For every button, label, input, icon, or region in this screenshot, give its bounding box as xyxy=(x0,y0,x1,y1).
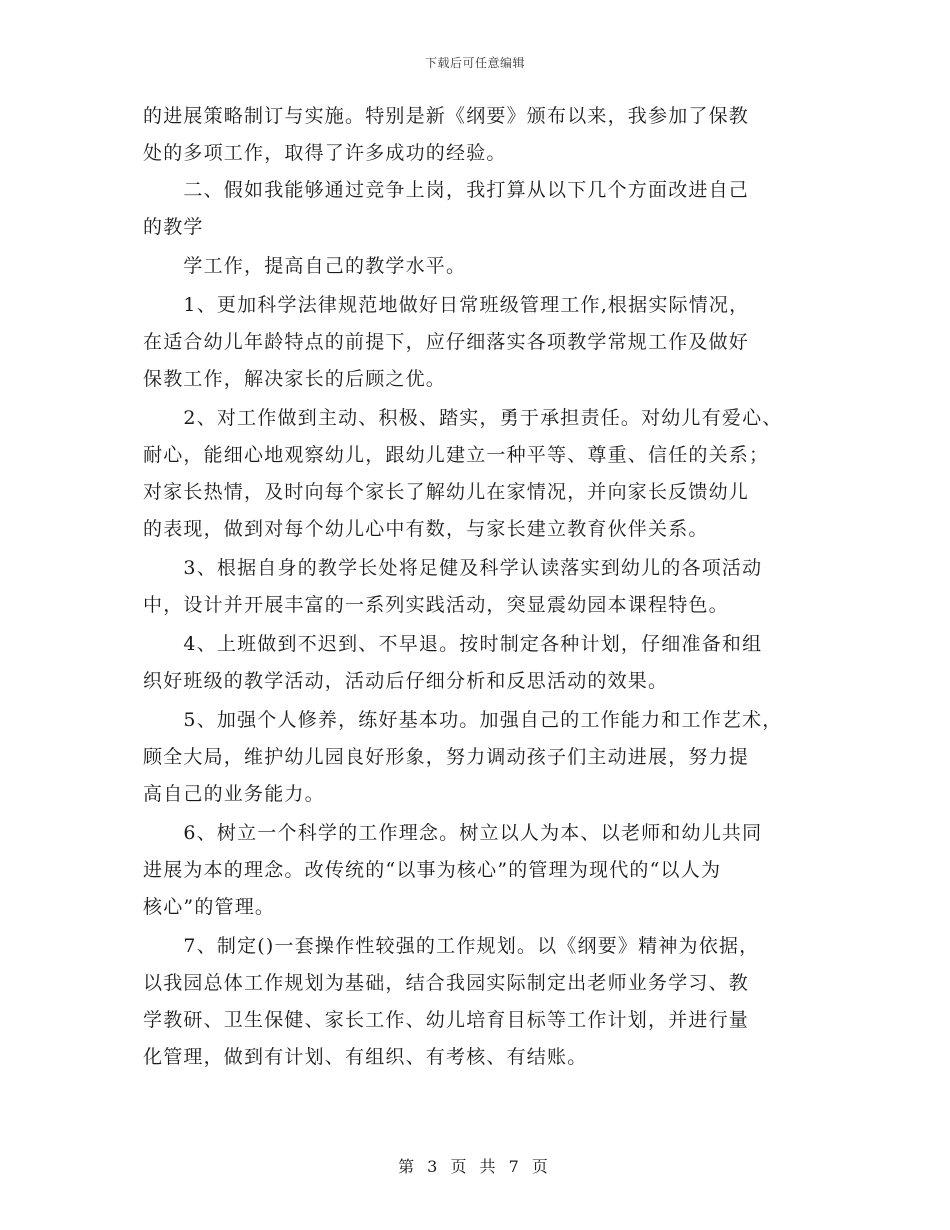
text-line: 1、更加科学法律规范地做好日常班级管理工作,根据实际情况， xyxy=(143,294,750,316)
text-line: 保教工作，解决家长的后顾之优。 xyxy=(143,368,447,390)
text-line: 学教研、卫生保健、家长工作、幼儿培育目标等工作计划，并进行量 xyxy=(143,1009,750,1031)
document-body xyxy=(143,104,833,1070)
text-line: 二、假如我能够通过竞争上岗，我打算从以下几个方面改进自己 xyxy=(143,179,750,201)
text-line: 耐心，能细心地观察幼儿，跟幼儿建立一种平等、尊重、信任的关系； xyxy=(143,444,770,466)
text-line: 的进展策略制订与实施。特别是新《纲要》颁布以来，我参加了保教 xyxy=(143,105,750,127)
header-note: 下载后可任意编辑 xyxy=(424,56,525,70)
text-line: 顾全大局，维护幼儿园良好形象，努力调动孩子们主动进展，努力提 xyxy=(143,746,750,768)
text-line: 3、根据自身的教学长处将足健及科学认读落实到幼儿的各项活动 xyxy=(143,557,763,579)
text-line: 化管理，做到有计划、有组织、有考核、有结账。 xyxy=(143,1046,588,1068)
text-line: 进展为本的理念。改传统的“以事为核心”的管理为现代的“以人为 xyxy=(143,859,722,881)
text-line: 的教学 xyxy=(143,216,204,238)
text-line: 5、加强个人修养，练好基本功。加强自己的工作能力和工作艺术， xyxy=(143,709,783,731)
text-line: 2、对工作做到主动、积极、踏实，勇于承担责任。对幼儿有爱心、 xyxy=(143,407,783,429)
text-line: 对家长热情，及时向每个家长了解幼儿在家情况，并向家长反馈幼儿 xyxy=(143,481,750,503)
text-line: 以我园总体工作规划为基础，结合我园实际制定出老师业务学习、教 xyxy=(143,972,750,994)
text-line: 7、制定()一套操作性较强的工作规划。以《纲要》精神为依据， xyxy=(143,935,760,957)
text-line: 的表现，做到对每个幼儿心中有数，与家长建立教育伙伴关系。 xyxy=(143,518,709,540)
text-line: 处的多项工作，取得了许多成功的经验。 xyxy=(143,142,507,164)
text-line: 在适合幼儿年龄特点的前提下，应仔细落实各项教学常规工作及做好 xyxy=(143,331,750,353)
text-line: 核心”的管理。 xyxy=(143,896,276,918)
text-line: 4、上班做到不迟到、不早退。按时制定各种计划，仔细准备和组 xyxy=(143,633,763,655)
text-line: 织好班级的教学活动，活动后仔细分析和反思活动的效果。 xyxy=(143,670,669,692)
text-line: 6、树立一个科学的工作理念。树立以人为本、以老师和幼儿共同 xyxy=(143,822,763,844)
page-number: 第 3 页 共 7 页 xyxy=(398,1157,552,1176)
text-line: 中，设计并开展丰富的一系列实践活动，突显震幼园本课程特色。 xyxy=(143,594,729,616)
text-line: 高自己的业务能力。 xyxy=(143,783,325,805)
text-line: 学工作，提高自己的教学水平。 xyxy=(143,255,467,277)
